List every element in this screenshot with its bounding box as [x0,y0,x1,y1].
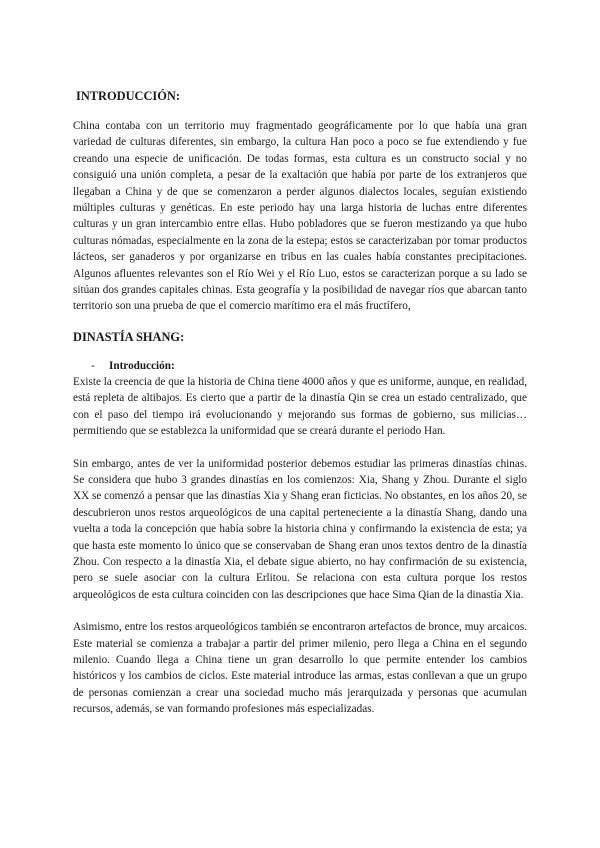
intro-paragraph: China contaba con un territorio muy fragmentado geográficamente por lo que había una gran variedad de culturas diferentes, sin embargo, la cultura Han poco a poco se fue extendiendo y fue creando una especie de unificación. De todas formas, esta cultura es un constructo social y no consiguió una unión completa, a pesar de la exaltación que había por parte de los extranjeros que llegaban a China y de que se comenzaron a perder algunos dialectos locales, seguían existiendo múltiples culturas y genéticas. En este periodo hay una larga historia de luchas entre diferentes culturas y un gran intercambio entre ellas. Hubo pobladores que se fueron mestizando ya que hubo culturas nómadas, especialmente en la zona de la estepa; estos se caracterizaban por tomar productos lácteos, ser ganaderos y por organizarse en tribus en las cuales había constantes precipitaciones. Algunos afluentes relevantes son el Río Wei y el Río Luo, estos se caracterizan porque a su lado se sitúan dos grandes capitales chinas. Esta geografía y la posibilidad de navegar ríos que abarcan tanto territorio son una prueba de que el comercio marítimo era el más fructífero, [73,120,527,313]
subsection-heading [73,358,527,374]
document-body [73,88,527,718]
intro-heading: INTRODUCCIÓN: [76,89,180,103]
shang-paragraph-3: Asimismo, entre los restos arqueológicos también se encontraron artefactos de bronce, muy arcaicos. Este material se comienza a trabajar a partir del primer milenio, pero llega a China en el segundo milenio. Cuando llega a China tiene un gran desarrollo lo que permite entender los cambios históricos y los cambios de ciclos. Este material introduce las armas, estas conllevan a que un grupo de personas comienzan a crear una sociedad mucho más jerarquizada y personas que acumulan recursos, además, se van formando profesiones más especializadas. [73,621,527,716]
shang-heading: DINASTÍA SHANG: [73,329,185,344]
shang-paragraph-2: Sin embargo, antes de ver la uniformidad posterior debemos estudiar las primeras dinastías chinas. Se considera que hubo 3 grandes dinastías en los comienzos: Xia, Shang y Zhou. Durante el siglo XX se comenzó a pensar que las dinastías Xia y Shang eran ficticias. No obstantes, en los años 20, se descubrieron unos restos arqueológicos de una capital perteneciente a la dinastía Shang, dando una vuelta a toda la concepción que había sobre la historia china y confirmando la existencia de esta; ya que hasta este momento lo único que se conservaban de Shang eran unos textos dentro de la dinastía Zhou. Con respecto a la dinastía Xia, el debate sigue abierto, no hay confirmación de su existencia, pero se suele asociar con la cultura Erlitou. Se relaciona con esta cultura porque los restos arqueológicos de esta cultura coinciden con las descripciones que hace Sima Qian de la dinastía Xia. [73,457,527,601]
shang-paragraph-1: Existe la creencia de que la historia de China tiene 4000 años y que es uniforme, aunque, en realidad, está repleta de altibajos. Es cierto que a partir de la dinastía Qin se crea un estado centralizado, que con el paso del tiempo irá evolucionando y mejorando sus formas de gobierno, sus milicias… permitiendo que se establezca la uniformidad que se creará durante el periodo Han. [73,375,527,438]
subsection-title: Introducción: [109,359,175,372]
bullet-dash: - [91,359,95,372]
